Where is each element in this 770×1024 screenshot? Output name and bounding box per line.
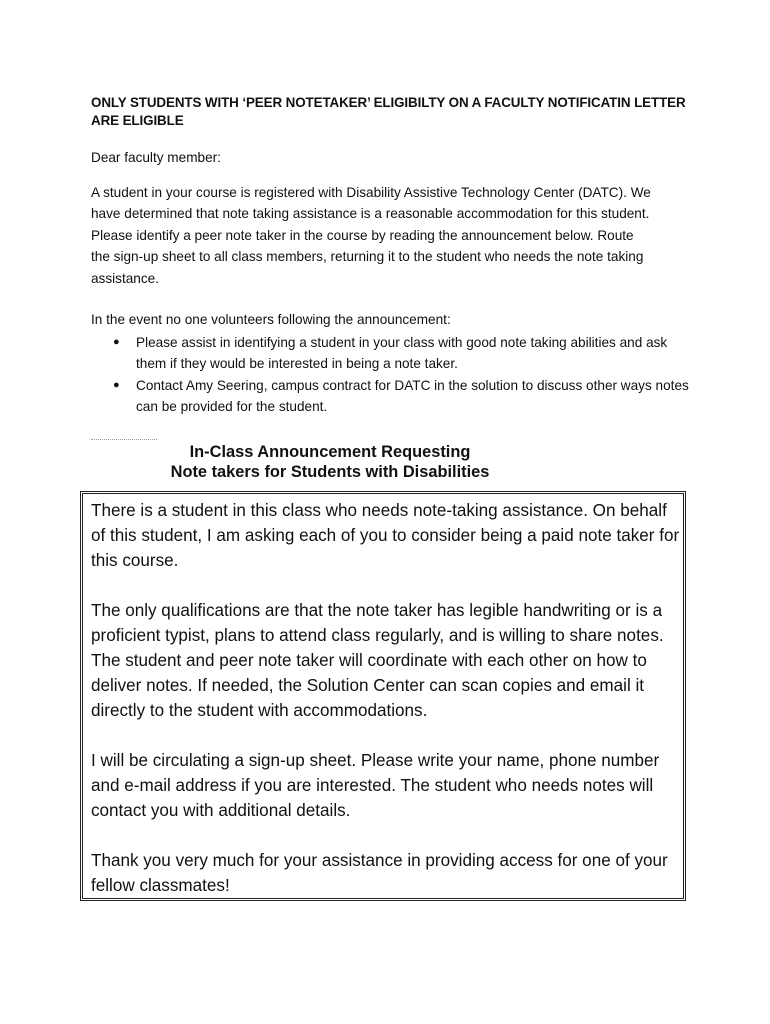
list-item (113, 332, 693, 375)
bullet-icon: ● (113, 336, 120, 348)
bullet-icon: ● (113, 378, 120, 391)
announcement-paragraph: There is a student in this class who needs note-taking assistance. On behalf of this student, I am asking each of you to consider being a paid note taker for this course. (91, 501, 680, 570)
announcement-body (91, 498, 683, 923)
salutation: Dear faculty member: (91, 150, 221, 165)
eligibility-heading: ONLY STUDENTS WITH ‘PEER NOTETAKER’ ELIGIBILTY ON A FACULTY NOTIFICATIN LETTER ARE ELIGIBLE (91, 95, 686, 128)
announcement-title-line: Note takers for Students with Disabilities (170, 463, 490, 481)
event-intro-text: In the event no one volunteers following the announcement: (91, 312, 451, 327)
announcement-paragraph: I will be circulating a sign-up sheet. Please write your name, phone number and e-mail address if you are interested. The student who needs notes will contact you with additional details. (91, 751, 660, 820)
bullet-text: Contact Amy Seering, campus contract for DATC in the solution to discuss other ways notes can be provided for the student. (136, 377, 689, 415)
announcement-title-line: In-Class Announcement Requesting (189, 443, 471, 461)
announcement-title (120, 442, 540, 482)
dotted-divider (91, 439, 157, 440)
list-item (113, 375, 693, 418)
intro-paragraph: A student in your course is registered with Disability Assistive Technology Center (DATC). We have determined that note taking assistance is a reasonable accommodation for this student. Please identify a peer note taker in the course by reading the announcement below. Route the sign-up sheet to all class members, returning it to the student who needs the note taking assistance. (91, 185, 651, 286)
bullet-text: Please assist in identifying a student in your class with good note taking abilities and ask them if they would be interested in being a note taker. (136, 335, 668, 372)
announcement-paragraph: The only qualifications are that the note taker has legible handwriting or is a proficient typist, plans to attend class regularly, and is willing to share notes. The student and peer note taker will coordinate with each other on how to deliver notes. If needed, the Solution Center can scan copies and email it directly to the student with accommodations. (91, 601, 664, 720)
instruction-bullet-list (113, 332, 693, 418)
announcement-paragraph: Thank you very much for your assistance in providing access for one of your fellow classmates! (91, 851, 668, 895)
